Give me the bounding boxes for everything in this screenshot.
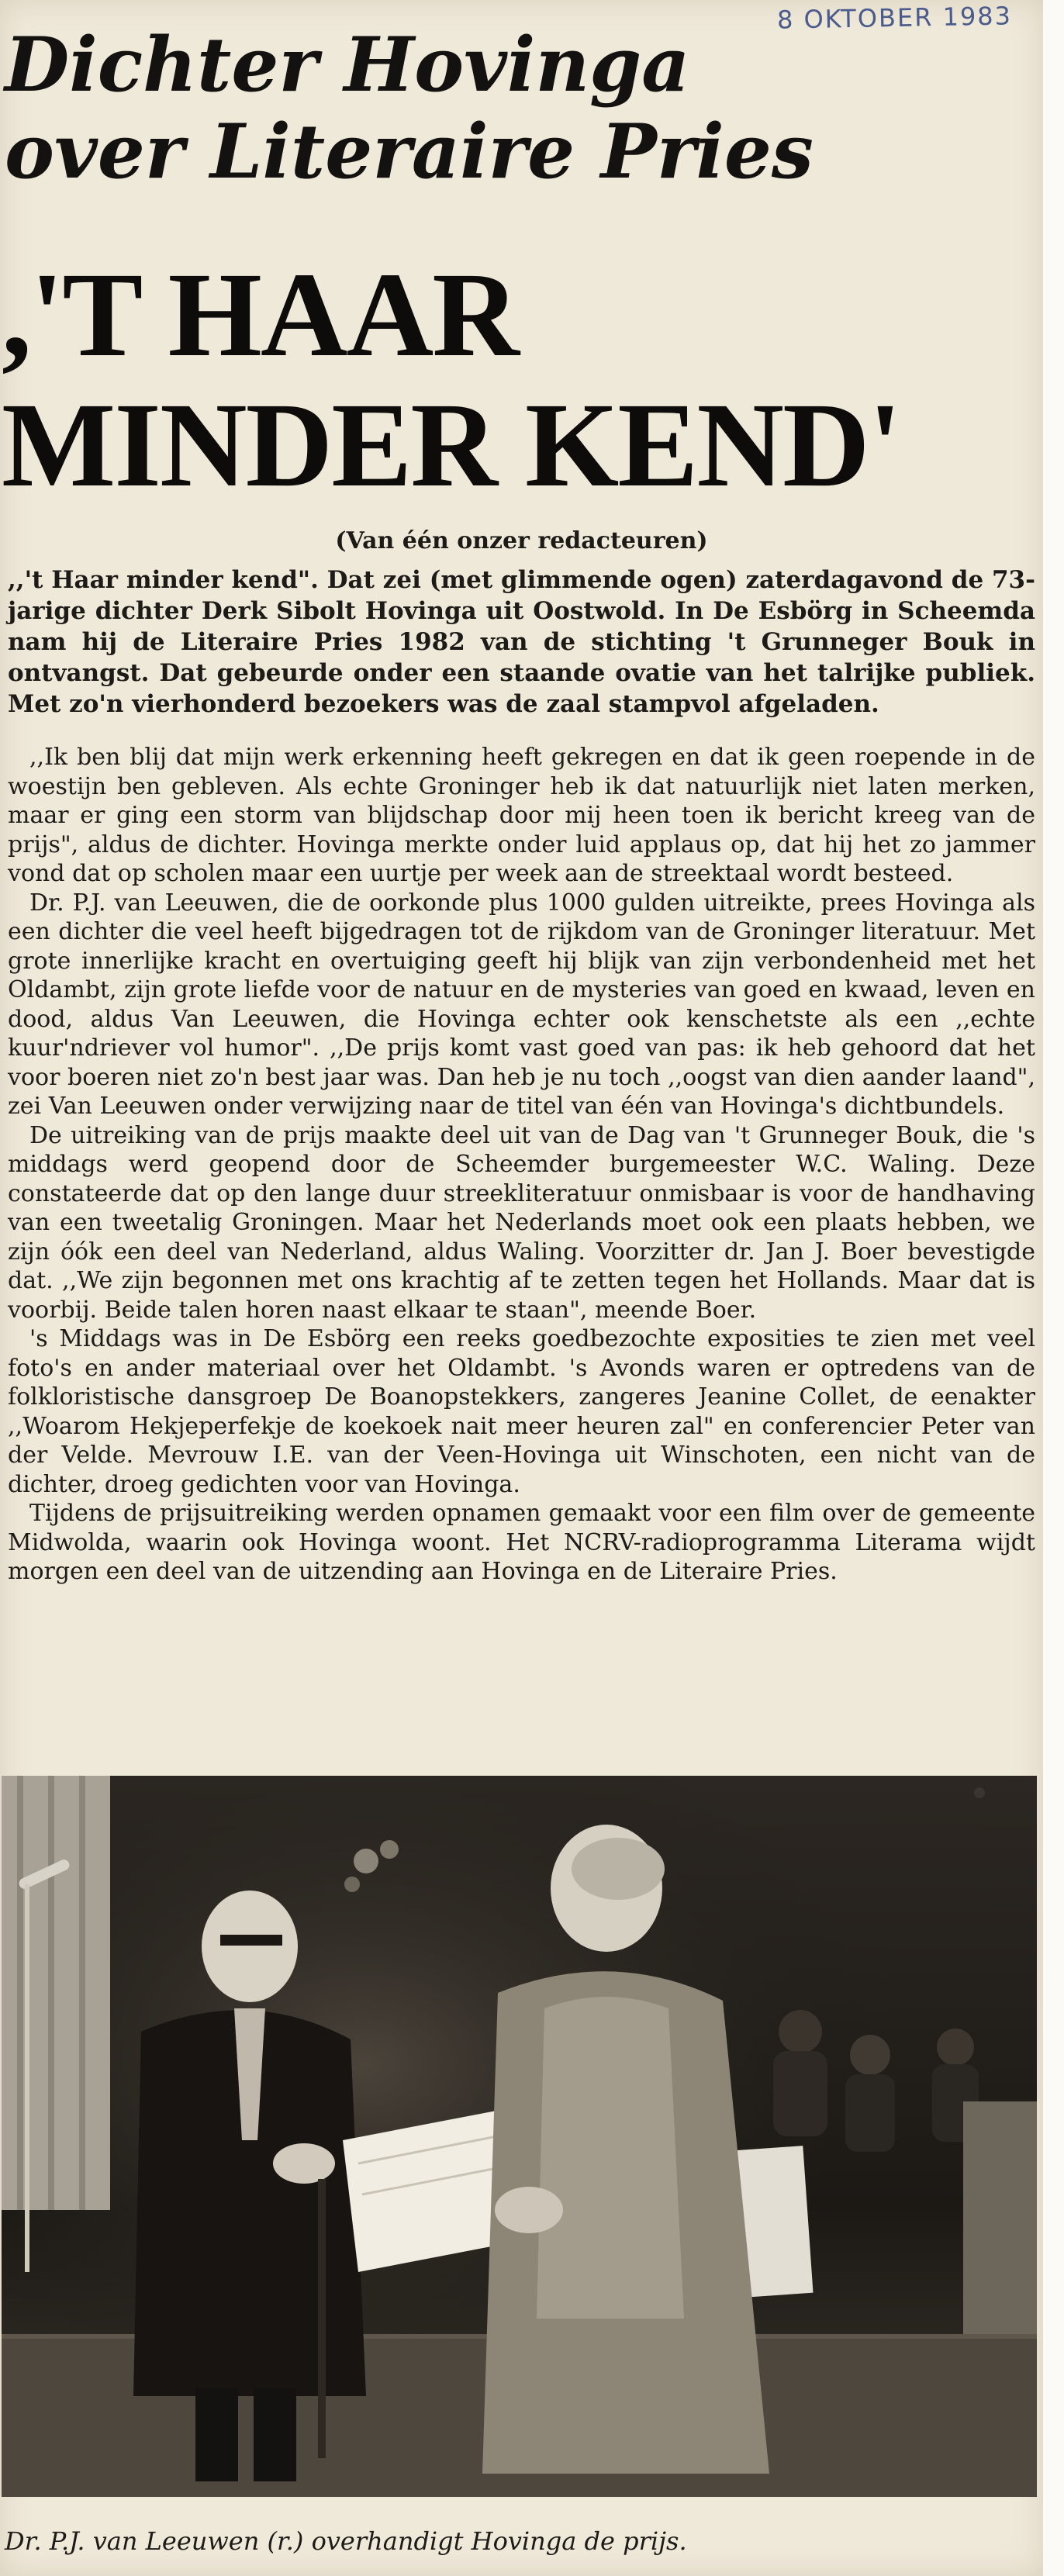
news-photo (2, 1776, 1037, 2497)
article-body (8, 743, 1035, 1587)
photo-illustration (2, 1776, 1037, 2497)
paragraph: Tijdens de prijsuitreiking werden opnamen gemaakt voor een film over de gemeente Midwolda, waarin ook Hovinga woont. Het NCRV-radioprogramma Literama wijdt morgen een deel van de uitzending aan Hovinga en de Literaire Pries. (8, 1500, 1035, 1585)
title-quote-line-1: ,'T HAAR (2, 247, 518, 382)
headline-line-1: Dichter Hovinga (5, 21, 690, 109)
paragraph: 's Middags was in De Esbörg een reeks goedbezochte exposities te zien met veel foto's en ander materiaal over het Oldambt. 's Avonds waren er optredens van de folkloristische dansgroep De Boanopstekkers, zangeres Jeanine Collet, de eenakter ,,Woarom Hekjeperfekje de koekoek nait meer heuren zal" en conferencier Peter van der Velde. Mevrouw I.E. van der Veen-Hovinga uit Winschoten, een nicht van de dichter, droeg gedichten voor van Hovinga. (8, 1325, 1035, 1498)
paragraph: Dr. P.J. van Leeuwen, die de oorkonde plus 1000 gulden uitreikte, prees Hovinga als een dichter die veel heeft bijgedragen tot de rijkdom van de Groninger literatuur. Met grote innerlijke kracht en overtuiging geeft hij blijk van zijn verbondenheid met het Oldambt, zijn grote liefde voor de natuur en de mysteries van goed en kwaad, leven en dood, aldus Van Leeuwen, die Hovinga echter ook kenschetste als een ,,echte kuur'ndriever vol humor". ,,De prijs komt vast goed van pas: ik heb gehoord dat het voor boeren niet zo'n best jaar was. Dan heb je nu toch ,,oogst van dien aander laand", zei Van Leeuwen onder verwijzing naar de titel van één van Hovinga's dichtbundels. (8, 889, 1035, 1120)
lead-paragraph: ,,'t Haar minder kend". Dat zei (met glimmende ogen) zaterdagavond de 73-jarige dichter Derk Sibolt Hovinga uit Oostwold. In De Esbörg in Scheemda nam hij de Literaire Pries 1982 van de stichting 't Grunneger Bouk in ontvangst. Dat gebeurde onder een staande ovatie van het talrijke publiek. Met zo'n vierhonderd bezoekers was de zaal stampvol afgeladen. (8, 566, 1035, 718)
print-speck (974, 1787, 985, 1798)
paragraph: ,,Ik ben blij dat mijn werk erkenning heeft gekregen en dat ik geen roepende in de woestijn ben gebleven. Als echte Groninger heb ik dat natuurlijk niet laten merken, maar er ging een storm van blijdschap door mij heen toen ik bericht kreeg van de prijs", aldus de dichter. Hovinga merkte onder luid applaus op, dat hij het zo jammer vond dat op scholen maar een uurtje per week aan de streektaal wordt besteed. (8, 744, 1035, 887)
paragraph: De uitreiking van de prijs maakte deel uit van de Dag van 't Grunneger Bouk, die 's middags werd geopend door de Scheemder burgemeester W.C. Waling. Deze constateerde dat op den lange duur streekliteratuur onmisbaar is voor de handhaving van een tweetalig Groningen. Maar het Nederlands moet ook een plaats hebben, we zijn óók een deel van Nederland, aldus Waling. Voorzitter dr. Jan J. Boer bevestigde dat. ,,We zijn begonnen met ons krachtig af te zetten tegen het Hollands. Maar dat is voorbij. Beide talen horen naast elkaar te staan", meende Boer. (8, 1121, 1035, 1324)
photo-caption: Dr. P.J. van Leeuwen (r.) overhandigt Hovinga de prijs. (5, 2526, 687, 2556)
title-quote-line-2: MINDER KEND' (2, 378, 901, 512)
headline (5, 22, 814, 195)
handwritten-date: 8 OKTOBER 1983 (776, 1, 1013, 35)
headline-line-2: over Literaire Pries (5, 108, 814, 195)
byline: (Van één onzer redacteuren) (335, 527, 708, 554)
title-quote (2, 247, 901, 512)
